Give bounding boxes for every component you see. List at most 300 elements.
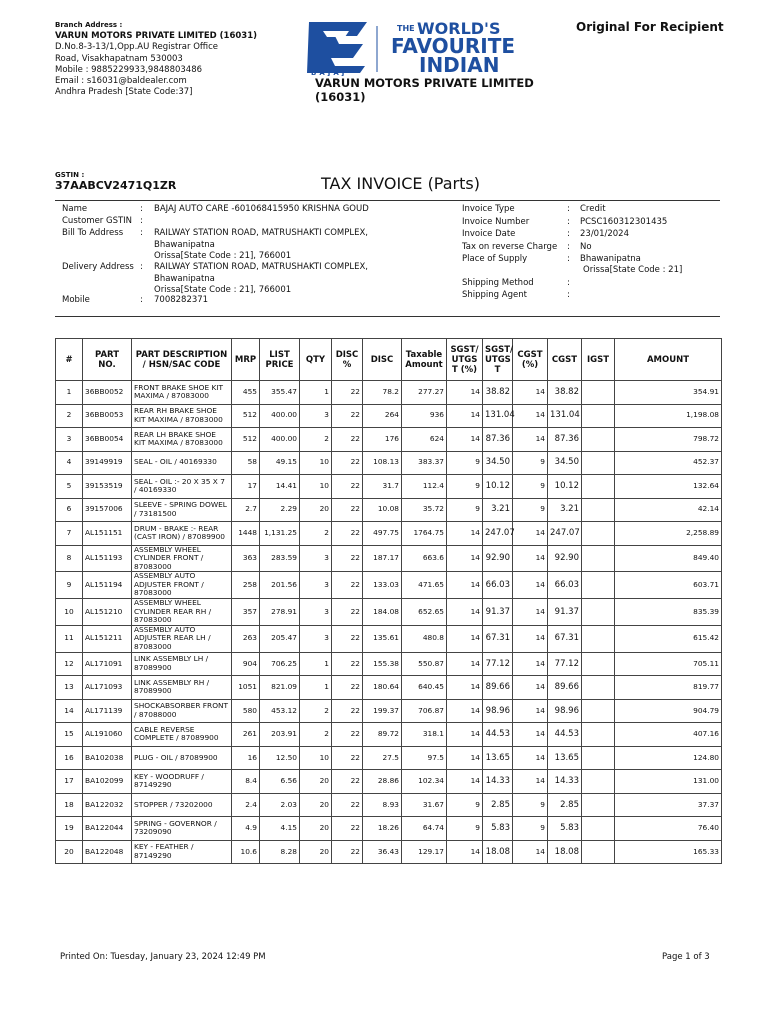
company-name: VARUN MOTORS PRIVATE LIMITED (16031): [315, 76, 534, 104]
disc-pct-cell: 22: [332, 793, 363, 817]
description-cell: LINK ASSEMBLY RH / 87089900: [132, 676, 232, 700]
cgst-cell: 66.03: [548, 572, 582, 599]
gstin-label: GSTIN :: [55, 171, 85, 179]
colon: :: [140, 216, 143, 226]
cgst-cell: 67.31: [548, 625, 582, 652]
igst-cell: [582, 522, 615, 546]
cgst-pct-cell: 14: [513, 652, 548, 676]
mrp-cell: 512: [232, 404, 260, 428]
sgst-pct-cell: 14: [447, 545, 483, 572]
cgst-cell: 247.07: [548, 522, 582, 546]
mrp-cell: 17: [232, 475, 260, 499]
branch-line: Road, Visakhapatnam 530003: [55, 53, 183, 64]
mrp-cell: 258: [232, 572, 260, 599]
colon: :: [567, 241, 570, 252]
mrp-cell: 580: [232, 699, 260, 723]
sgst-cell: 18.08: [483, 840, 513, 864]
colon: :: [140, 204, 143, 214]
shipping-agent-key: Shipping Agent: [462, 290, 527, 300]
igst-cell: [582, 451, 615, 475]
disc-pct-cell: 22: [332, 381, 363, 405]
invoice-type-value: Credit: [580, 204, 606, 214]
sgst-cell: 67.31: [483, 625, 513, 652]
cgst-pct-cell: 14: [513, 404, 548, 428]
colon: :: [140, 228, 143, 238]
disc-pct-cell: 22: [332, 746, 363, 770]
description-cell: ASSEMBLY AUTO ADJUSTER FRONT / 87083000: [132, 572, 232, 599]
part-no-cell: 36BB0052: [83, 381, 132, 405]
sgst-pct-cell: 14: [447, 625, 483, 652]
disc-pct-cell: 22: [332, 451, 363, 475]
sgst-cell: 14.33: [483, 770, 513, 794]
index-cell: 18: [56, 793, 83, 817]
disc-cell: 155.38: [363, 652, 402, 676]
col-qty-header: QTY: [300, 339, 332, 381]
qty-cell: 2: [300, 723, 332, 747]
sgst-cell: 66.03: [483, 572, 513, 599]
disc-cell: 27.5: [363, 746, 402, 770]
list-price-cell: 4.15: [260, 817, 300, 841]
list-price-cell: 12.50: [260, 746, 300, 770]
description-cell: SPRING - GOVERNOR / 73209090: [132, 817, 232, 841]
sgst-cell: 92.90: [483, 545, 513, 572]
disc-pct-cell: 22: [332, 404, 363, 428]
qty-cell: 3: [300, 404, 332, 428]
table-header-row: [56, 339, 722, 381]
cgst-pct-cell: 14: [513, 770, 548, 794]
igst-cell: [582, 625, 615, 652]
disc-pct-cell: 22: [332, 599, 363, 626]
description-cell: REAR LH BRAKE SHOE KIT MAXIMA / 87083000: [132, 428, 232, 452]
list-price-cell: 203.91: [260, 723, 300, 747]
disc-pct-cell: 22: [332, 522, 363, 546]
index-cell: 12: [56, 652, 83, 676]
table-row: [56, 475, 722, 499]
sgst-cell: 10.12: [483, 475, 513, 499]
amount-cell: 705.11: [615, 652, 722, 676]
disc-pct-cell: 22: [332, 840, 363, 864]
list-price-cell: 278.91: [260, 599, 300, 626]
sgst-cell: 2.85: [483, 793, 513, 817]
index-cell: 8: [56, 545, 83, 572]
description-cell: FRONT BRAKE SHOE KIT MAXIMA / 87083000: [132, 381, 232, 405]
tagline-the: THE: [397, 24, 415, 33]
disc-pct-cell: 22: [332, 475, 363, 499]
col-cgst-pct-header: CGST (%): [513, 339, 548, 381]
cgst-cell: 89.66: [548, 676, 582, 700]
cgst-pct-cell: 14: [513, 428, 548, 452]
cgst-pct-cell: 9: [513, 793, 548, 817]
sgst-pct-cell: 14: [447, 840, 483, 864]
branch-label: Branch Address :: [55, 21, 123, 29]
amount-cell: 132.64: [615, 475, 722, 499]
list-price-cell: 8.28: [260, 840, 300, 864]
taxable-cell: 129.17: [402, 840, 447, 864]
sgst-pct-cell: 14: [447, 746, 483, 770]
cgst-cell: 38.82: [548, 381, 582, 405]
table-row: [56, 676, 722, 700]
mrp-cell: 1051: [232, 676, 260, 700]
delivery-key: Delivery Address: [62, 262, 134, 272]
disc-cell: 36.43: [363, 840, 402, 864]
colon: :: [140, 262, 143, 272]
cgst-pct-cell: 14: [513, 840, 548, 864]
sgst-cell: 34.50: [483, 451, 513, 475]
table-row: [56, 498, 722, 522]
customer-name-key: Name: [62, 204, 88, 214]
sgst-pct-cell: 14: [447, 404, 483, 428]
cgst-pct-cell: 9: [513, 498, 548, 522]
index-cell: 16: [56, 746, 83, 770]
disc-pct-cell: 22: [332, 545, 363, 572]
taxable-cell: 102.34: [402, 770, 447, 794]
list-price-cell: 6.56: [260, 770, 300, 794]
taxable-cell: 624: [402, 428, 447, 452]
list-price-cell: 400.00: [260, 428, 300, 452]
list-price-cell: 201.56: [260, 572, 300, 599]
mrp-cell: 8.4: [232, 770, 260, 794]
qty-cell: 1: [300, 676, 332, 700]
cgst-cell: 13.65: [548, 746, 582, 770]
cgst-cell: 87.36: [548, 428, 582, 452]
invoice-number-value: PCSC160312301435: [580, 216, 668, 227]
place-of-supply-key: Place of Supply: [462, 254, 528, 264]
igst-cell: [582, 723, 615, 747]
table-row: [56, 652, 722, 676]
taxable-cell: 480.8: [402, 625, 447, 652]
part-no-cell: BA122044: [83, 817, 132, 841]
list-price-cell: 2.29: [260, 498, 300, 522]
table-row: [56, 793, 722, 817]
part-no-cell: 36BB0053: [83, 404, 132, 428]
taxable-cell: 97.5: [402, 746, 447, 770]
list-price-cell: 355.47: [260, 381, 300, 405]
reverse-charge-key: Tax on reverse Charge: [462, 241, 558, 252]
colon: :: [567, 216, 570, 227]
cgst-cell: 92.90: [548, 545, 582, 572]
description-cell: LINK ASSEMBLY LH / 87089900: [132, 652, 232, 676]
gstin-value: 37AABCV2471Q1ZR: [55, 179, 177, 192]
cgst-pct-cell: 14: [513, 599, 548, 626]
colon: :: [567, 204, 570, 214]
col-taxable-header: Taxable Amount: [402, 339, 447, 381]
index-cell: 3: [56, 428, 83, 452]
taxable-cell: 706.87: [402, 699, 447, 723]
mobile-value: 7008282371: [154, 295, 209, 305]
part-no-cell: AL171139: [83, 699, 132, 723]
printed-on: Printed On: Tuesday, January 23, 2024 12:49 PM: [60, 952, 266, 962]
amount-cell: 407.16: [615, 723, 722, 747]
qty-cell: 10: [300, 451, 332, 475]
sgst-cell: 131.04: [483, 404, 513, 428]
branch-address: [55, 20, 257, 98]
disc-pct-cell: 22: [332, 572, 363, 599]
part-no-cell: AL151210: [83, 599, 132, 626]
cgst-cell: 14.33: [548, 770, 582, 794]
amount-cell: 835.39: [615, 599, 722, 626]
disc-pct-cell: 22: [332, 817, 363, 841]
igst-cell: [582, 404, 615, 428]
reverse-charge-value: No: [580, 241, 592, 252]
qty-cell: 3: [300, 599, 332, 626]
part-no-cell: AL151194: [83, 572, 132, 599]
invoice-info: [462, 204, 720, 314]
col-cgst-header: CGST: [548, 339, 582, 381]
colon: :: [567, 254, 570, 264]
amount-cell: 615.42: [615, 625, 722, 652]
disc-cell: 176: [363, 428, 402, 452]
list-price-cell: 283.59: [260, 545, 300, 572]
disc-cell: 133.03: [363, 572, 402, 599]
part-no-cell: AL151193: [83, 545, 132, 572]
tagline-favourite: FAVOURITE: [391, 34, 516, 58]
sgst-pct-cell: 9: [447, 793, 483, 817]
cgst-pct-cell: 14: [513, 699, 548, 723]
divider: [55, 200, 720, 201]
part-no-cell: 39149919: [83, 451, 132, 475]
list-price-cell: 453.12: [260, 699, 300, 723]
taxable-cell: 64.74: [402, 817, 447, 841]
qty-cell: 20: [300, 817, 332, 841]
colon: :: [567, 277, 570, 288]
description-cell: ASSEMBLY WHEEL CYLINDER FRONT / 87083000: [132, 545, 232, 572]
sgst-pct-cell: 14: [447, 572, 483, 599]
mrp-cell: 363: [232, 545, 260, 572]
disc-cell: 78.2: [363, 381, 402, 405]
amount-cell: 76.40: [615, 817, 722, 841]
qty-cell: 10: [300, 475, 332, 499]
taxable-cell: 663.6: [402, 545, 447, 572]
cgst-cell: 98.96: [548, 699, 582, 723]
cgst-pct-cell: 9: [513, 475, 548, 499]
branch-line: Mobile : 9885229933,9848803486: [55, 64, 203, 75]
disc-cell: 28.86: [363, 770, 402, 794]
qty-cell: 20: [300, 770, 332, 794]
col-part-no-header: PART NO.: [83, 339, 132, 381]
mrp-cell: 16: [232, 746, 260, 770]
cgst-pct-cell: 14: [513, 746, 548, 770]
table-row: [56, 572, 722, 599]
mrp-cell: 2.4: [232, 793, 260, 817]
amount-cell: 131.00: [615, 770, 722, 794]
taxable-cell: 550.87: [402, 652, 447, 676]
part-no-cell: AL171093: [83, 676, 132, 700]
table-row: [56, 746, 722, 770]
description-cell: CABLE REVERSE COMPLETE / 87089900: [132, 723, 232, 747]
list-price-cell: 821.09: [260, 676, 300, 700]
cgst-cell: 91.37: [548, 599, 582, 626]
title-main: TAX INVOICE: [321, 174, 423, 193]
mrp-cell: 357: [232, 599, 260, 626]
description-cell: STOPPER / 73202000: [132, 793, 232, 817]
index-cell: 4: [56, 451, 83, 475]
disc-pct-cell: 22: [332, 498, 363, 522]
disc-pct-cell: 22: [332, 770, 363, 794]
qty-cell: 2: [300, 699, 332, 723]
bill-to-key: Bill To Address: [62, 228, 124, 238]
cgst-pct-cell: 14: [513, 723, 548, 747]
igst-cell: [582, 699, 615, 723]
amount-cell: 452.37: [615, 451, 722, 475]
index-cell: 10: [56, 599, 83, 626]
customer-name-value: BAJAJ AUTO CARE -601068415950 KRISHNA GOUD: [154, 204, 369, 214]
table-body: [56, 381, 722, 864]
sgst-cell: 77.12: [483, 652, 513, 676]
page-number: Page 1 of 3: [662, 952, 710, 962]
igst-cell: [582, 475, 615, 499]
igst-cell: [582, 746, 615, 770]
table-row: [56, 522, 722, 546]
table-row: [56, 625, 722, 652]
amount-cell: 1,198.08: [615, 404, 722, 428]
col-disc-pct-header: DISC %: [332, 339, 363, 381]
index-cell: 1: [56, 381, 83, 405]
qty-cell: 3: [300, 625, 332, 652]
part-no-cell: 39157006: [83, 498, 132, 522]
disc-cell: 180.64: [363, 676, 402, 700]
igst-cell: [582, 498, 615, 522]
taxable-cell: 35.72: [402, 498, 447, 522]
cgst-cell: 10.12: [548, 475, 582, 499]
list-price-cell: 49.15: [260, 451, 300, 475]
branch-line: Andhra Pradesh [State Code:37]: [55, 87, 193, 98]
sgst-pct-cell: 9: [447, 817, 483, 841]
sgst-cell: 3.21: [483, 498, 513, 522]
cgst-pct-cell: 14: [513, 625, 548, 652]
igst-cell: [582, 652, 615, 676]
sgst-pct-cell: 9: [447, 498, 483, 522]
branch-line: D.No.8-3-13/1,Opp.AU Registrar Office: [55, 42, 219, 53]
igst-cell: [582, 793, 615, 817]
original-recipient-label: Original For Recipient: [576, 20, 724, 34]
bill-to-line3: Orissa[State Code : 21], 766001: [154, 251, 292, 261]
taxable-cell: 31.67: [402, 793, 447, 817]
index-cell: 6: [56, 498, 83, 522]
qty-cell: 20: [300, 793, 332, 817]
delivery-line2: Bhawanipatna: [154, 273, 215, 284]
sgst-cell: 247.07: [483, 522, 513, 546]
part-no-cell: 39153519: [83, 475, 132, 499]
sgst-pct-cell: 14: [447, 381, 483, 405]
description-cell: SEAL - OIL :- 20 X 35 X 7 / 40169330: [132, 475, 232, 499]
sgst-pct-cell: 9: [447, 475, 483, 499]
index-cell: 15: [56, 723, 83, 747]
sgst-cell: 87.36: [483, 428, 513, 452]
disc-cell: 18.26: [363, 817, 402, 841]
amount-cell: 819.77: [615, 676, 722, 700]
disc-pct-cell: 22: [332, 652, 363, 676]
disc-cell: 10.08: [363, 498, 402, 522]
table-row: [56, 599, 722, 626]
sgst-pct-cell: 14: [447, 723, 483, 747]
disc-pct-cell: 22: [332, 699, 363, 723]
disc-cell: 264: [363, 404, 402, 428]
sgst-cell: 13.65: [483, 746, 513, 770]
customer-gstin-key: Customer GSTIN: [62, 216, 133, 226]
sgst-cell: 91.37: [483, 599, 513, 626]
mrp-cell: 1448: [232, 522, 260, 546]
qty-cell: 2: [300, 522, 332, 546]
branch-name: VARUN MOTORS PRIVATE LIMITED (16031): [55, 31, 258, 42]
disc-pct-cell: 22: [332, 625, 363, 652]
cgst-cell: 18.08: [548, 840, 582, 864]
igst-cell: [582, 545, 615, 572]
description-cell: SHOCKABSORBER FRONT / 87088000: [132, 699, 232, 723]
taxable-cell: 471.65: [402, 572, 447, 599]
index-cell: 9: [56, 572, 83, 599]
mrp-cell: 455: [232, 381, 260, 405]
qty-cell: 1: [300, 381, 332, 405]
cgst-pct-cell: 14: [513, 545, 548, 572]
cgst-cell: 131.04: [548, 404, 582, 428]
list-price-cell: 706.25: [260, 652, 300, 676]
mrp-cell: 263: [232, 625, 260, 652]
sgst-pct-cell: 14: [447, 652, 483, 676]
sgst-pct-cell: 14: [447, 428, 483, 452]
col-index-header: #: [56, 339, 83, 381]
disc-cell: 31.7: [363, 475, 402, 499]
place-of-supply-line1: Bhawanipatna: [580, 254, 641, 264]
part-no-cell: BA122048: [83, 840, 132, 864]
title-sub: (Parts): [427, 174, 480, 193]
qty-cell: 10: [300, 746, 332, 770]
sgst-cell: 5.83: [483, 817, 513, 841]
table-row: [56, 545, 722, 572]
tagline-worlds: WORLD'S: [417, 19, 501, 38]
taxable-cell: 318.1: [402, 723, 447, 747]
invoice-title: [321, 174, 480, 193]
qty-cell: 20: [300, 498, 332, 522]
bill-to-line2: Bhawanipatna: [154, 239, 215, 250]
list-price-cell: 2.03: [260, 793, 300, 817]
mrp-cell: 10.6: [232, 840, 260, 864]
igst-cell: [582, 428, 615, 452]
disc-pct-cell: 22: [332, 676, 363, 700]
table-row: [56, 428, 722, 452]
index-cell: 20: [56, 840, 83, 864]
sgst-pct-cell: 9: [447, 451, 483, 475]
description-cell: ASSEMBLY AUTO ADJUSTER REAR LH / 87083000: [132, 625, 232, 652]
cgst-pct-cell: 14: [513, 572, 548, 599]
part-no-cell: AL191060: [83, 723, 132, 747]
amount-cell: 849.40: [615, 545, 722, 572]
bill-to-line1: RAILWAY STATION ROAD, MATRUSHAKTI COMPLEX,: [154, 228, 369, 238]
cgst-cell: 3.21: [548, 498, 582, 522]
col-igst-header: IGST: [582, 339, 615, 381]
invoice-type-key: Invoice Type: [462, 204, 515, 214]
table-row: [56, 723, 722, 747]
index-cell: 14: [56, 699, 83, 723]
amount-cell: 904.79: [615, 699, 722, 723]
description-cell: KEY - FEATHER / 87149290: [132, 840, 232, 864]
sgst-pct-cell: 14: [447, 699, 483, 723]
index-cell: 7: [56, 522, 83, 546]
disc-cell: 497.75: [363, 522, 402, 546]
col-sgst-pct-header: SGST/ UTGS T (%): [447, 339, 483, 381]
items-table: [55, 338, 722, 864]
invoice-date-key: Invoice Date: [462, 229, 516, 239]
index-cell: 2: [56, 404, 83, 428]
table-row: [56, 381, 722, 405]
sgst-cell: 38.82: [483, 381, 513, 405]
divider: [55, 316, 720, 317]
part-no-cell: AL171091: [83, 652, 132, 676]
bajaj-logo: [305, 18, 550, 76]
place-of-supply-line2: Orissa[State Code : 21]: [583, 265, 683, 275]
sgst-cell: 44.53: [483, 723, 513, 747]
qty-cell: 2: [300, 428, 332, 452]
table-row: [56, 840, 722, 864]
